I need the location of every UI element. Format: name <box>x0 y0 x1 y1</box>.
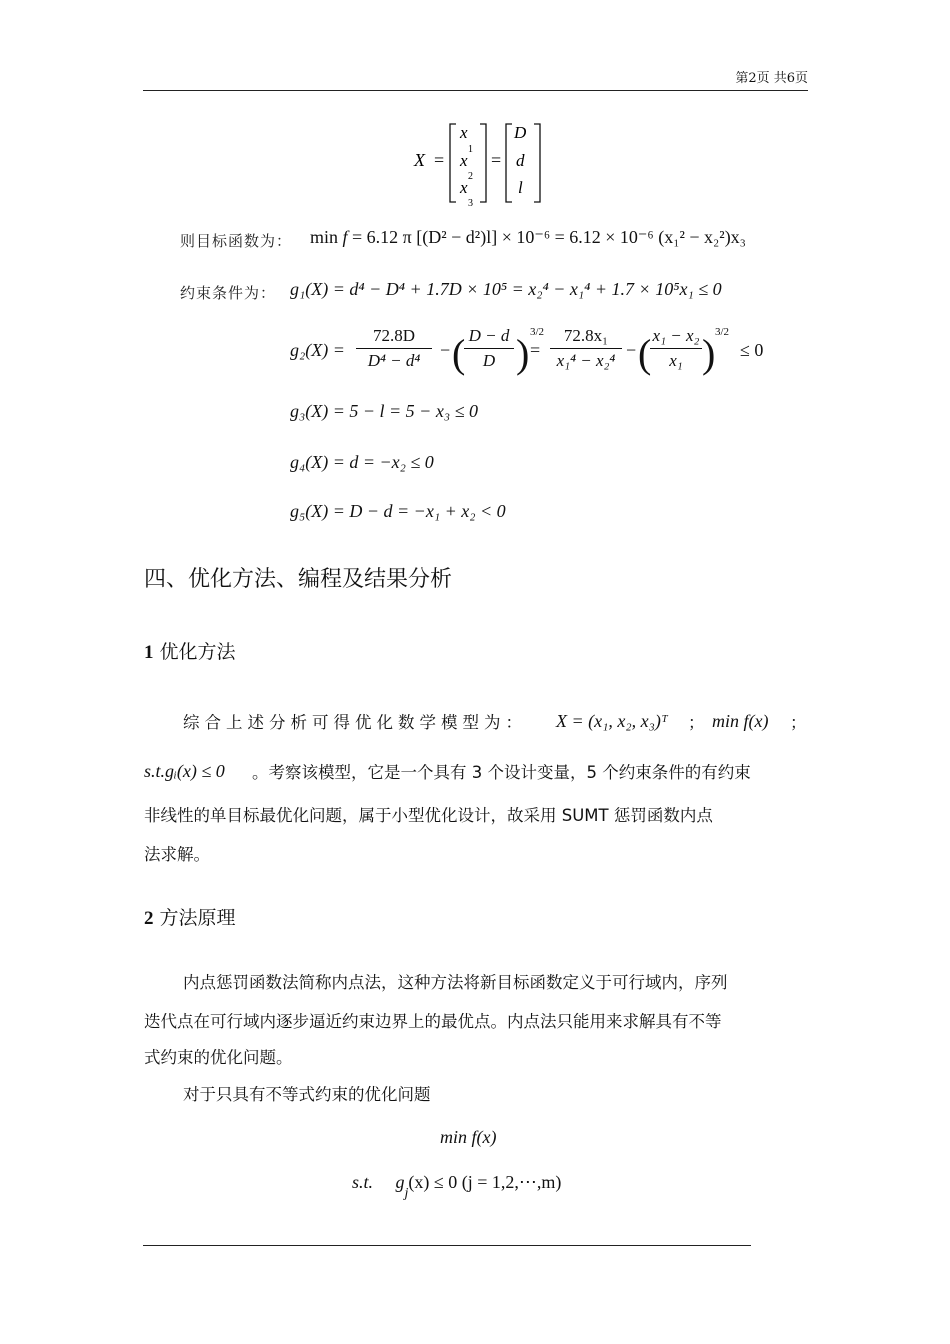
objective-expression: min f = 6.12 π [(D² − d²)l] × 10⁻⁶ = 6.12 × 10⁻⁶ (x₁² − x₂²)x₃ <box>310 227 746 247</box>
para1-line4: 法求解。 <box>144 845 210 864</box>
constraint-g1: g₁(X) = d⁴ − D⁴ + 1.7D × 10⁵ = x₂⁴ − x₁⁴ + 1.7 × 10⁵x₁ ≤ 0 <box>290 279 722 299</box>
constraint-g3: g₃(X) = 5 − l = 5 − x₃ ≤ 0 <box>290 401 478 421</box>
g2-fraction-1-den: D⁴ − d⁴ <box>367 351 421 370</box>
final-st: s.t. <box>352 1172 374 1192</box>
g2-fraction-1 <box>356 326 432 371</box>
matrix-left-sub-1: 1 <box>468 144 473 155</box>
matrix-left-entry-3: x <box>460 178 468 197</box>
section-4-title: 四、优化方法、编程及结果分析 <box>144 567 453 592</box>
final-g-sub: j <box>404 1186 409 1201</box>
g2-paren-open-2: ( <box>638 331 652 376</box>
g2-fraction-2-num: D − d <box>464 326 514 349</box>
subsection-2-number: 2 <box>144 908 154 929</box>
matrix-eq-sign-1: = <box>434 150 445 170</box>
para2-line4: 对于只具有不等式约束的优化问题 <box>183 1085 431 1104</box>
g2-fraction-4-den: x₁ <box>669 351 683 370</box>
g2-paren-close-1: ) <box>516 331 530 376</box>
para1-line3: 非线性的单目标最优化问题，属于小型优化设计，故采用 SUMT 惩罚函数内点 <box>144 806 713 825</box>
constraint-g5: g₅(X) = D − d = −x₁ + x₂ < 0 <box>290 501 506 521</box>
g2-exponent-1: 3/2 <box>530 326 545 338</box>
matrix-left-sub-3: 3 <box>468 198 473 209</box>
matrix-equation <box>410 118 550 210</box>
para1-model-min: min f(x) <box>712 711 769 731</box>
subsection-2-title: 方法原理 <box>159 907 236 929</box>
g2-paren-open-1: ( <box>452 331 466 376</box>
para1-st: s.t.gᵢ(x) ≤ 0 <box>144 761 225 781</box>
constraint-g4: g₄(X) = d = −x₂ ≤ 0 <box>290 452 434 472</box>
para2-line2: 迭代点在可行域内逐步逼近约束边界上的最优点。内点法只能用来求解具有不等 <box>144 1012 722 1031</box>
g2-fraction-3-den: x₁⁴ − x₂⁴ <box>556 351 616 370</box>
para2-line3: 式约束的优化问题。 <box>144 1048 293 1067</box>
matrix-right-entry-1: D <box>514 123 527 142</box>
page-header <box>143 68 808 91</box>
subsection-2-heading <box>144 903 236 930</box>
para1-end: ； <box>790 713 807 732</box>
matrix-left-entry-1: x <box>460 123 468 142</box>
g2-le-zero: ≤ 0 <box>740 340 764 360</box>
g2-fraction-1-num: 72.8D <box>356 326 432 349</box>
matrix-left-entry-2: x <box>460 151 468 170</box>
final-g: g <box>395 1172 405 1192</box>
footer-rule <box>143 1245 751 1246</box>
matrix-lhs: X <box>414 150 425 170</box>
para1-line2: 。考察该模型，它是一个具有 3 个设计变量，5 个约束条件的有约束 <box>252 763 751 782</box>
matrix-eq-sign-2: = <box>491 150 502 170</box>
matrix-left-sub-2: 2 <box>468 171 473 182</box>
g2-fraction-2-den: D <box>482 351 496 370</box>
g2-fraction-4 <box>650 326 702 371</box>
g2-exponent-2: 3/2 <box>715 326 730 338</box>
constraint-g2-lhs: g₂(X) = <box>290 340 345 360</box>
para1-model-x: X = (x₁, x₂, x₃)ᵀ <box>556 711 668 731</box>
subsection-1-heading <box>144 637 236 664</box>
final-constraint-rest: (x) ≤ 0 (j = 1,2,⋯,m) <box>408 1172 562 1192</box>
g2-eq: = <box>530 340 541 360</box>
g2-paren-close-2: ) <box>702 331 716 376</box>
final-constraint <box>352 1172 561 1202</box>
para1-lead: 综合上述分析可得优化数学模型为： <box>183 713 527 732</box>
subsection-1-title: 优化方法 <box>159 641 236 663</box>
g2-minus-2: − <box>626 340 637 360</box>
para2-line1: 内点惩罚函数法简称内点法，这种方法将新目标函数定义于可行域内，序列 <box>183 973 728 992</box>
g2-minus-1: − <box>440 340 451 360</box>
g2-fraction-2 <box>464 326 514 371</box>
page-indicator: 第2页 共6页 <box>735 71 808 86</box>
objective-label: 则目标函数为： <box>180 232 293 250</box>
g2-fraction-4-num: x₁ − x₂ <box>650 326 702 349</box>
final-objective: min f(x) <box>440 1127 497 1147</box>
subsection-1-number: 1 <box>144 642 154 663</box>
g2-fraction-3 <box>550 326 622 371</box>
constraints-label: 约束条件为： <box>180 284 277 302</box>
g2-fraction-3-num: 72.8x₁ <box>550 326 622 349</box>
matrix-right-entry-2: d <box>516 151 525 170</box>
para1-separator: ； <box>688 713 705 732</box>
matrix-right-entry-3: l <box>518 178 523 197</box>
